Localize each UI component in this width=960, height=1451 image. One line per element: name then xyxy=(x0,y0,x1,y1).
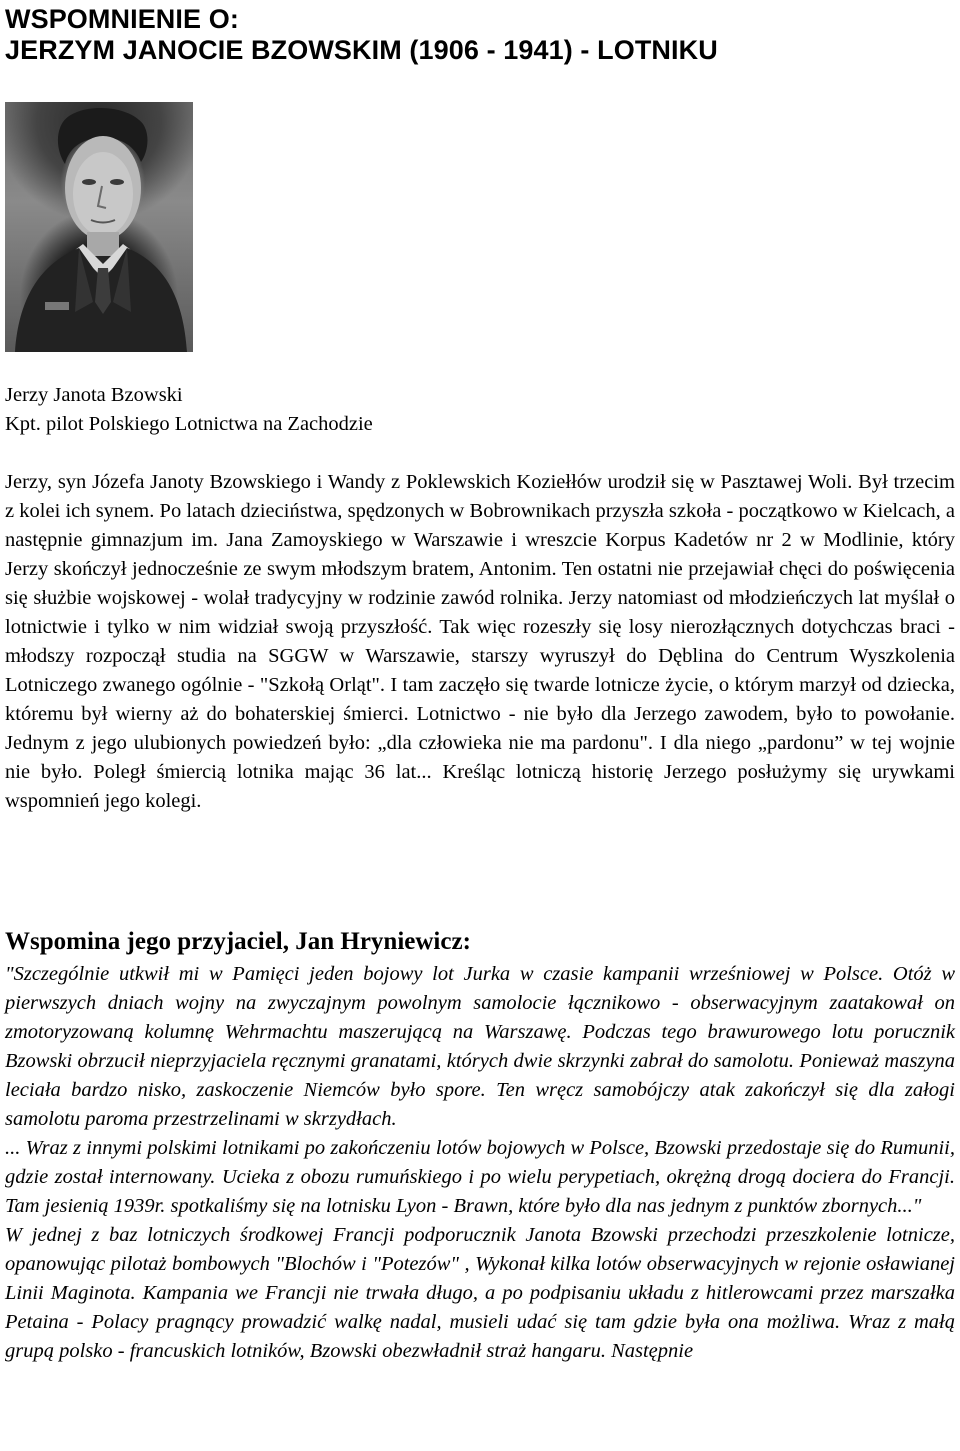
caption-name: Jerzy Janota Bzowski xyxy=(5,384,183,406)
document-title xyxy=(5,4,955,66)
quote-paragraph-1: "Szczególnie utkwił mi w Pamięci jeden bojowy lot Jurka w czasie kampanii wrześniowej w Polsce. Otóż w pierwszych dniach wojny na zwyczajnym powolnym samolocie łącznikowo - obserwacyjnym zaatakował on zmotoryzowaną kolumnę Wehrmachtu maszerującą na Warszawę. Podczas tego brawurowego lotu porucznik Bzowski obrzucił nieprzyjaciela ręcznymi granatami, których dwie skrzynki zabrał do samolotu. Ponieważ maszyna leciała bardzo nisko, zaskoczenie Niemców było spore. Ten wręcz samobójczy atak zakończył się dla załogi samolotu paroma przestrzelinami w skrzydłach. xyxy=(5,963,955,1130)
photo-caption xyxy=(5,381,955,439)
quote-paragraph-3: W jednej z baz lotniczych środkowej Francji podporucznik Janota Bzowski przechodzi przeszkolenie lotnicze, opanowując pilotaż bombowych "Blochów i "Potezów" , Wykonał kilka lotów obserwacyjnych w rejonie osławianej Linii Maginota. Kampania we Francji nie trwała długo, a po podpisaniu układu z hitlerowcami przez marszałka Petaina - Polacy pragnący prowadzić walkę nadal, musieli udać się tam gdzie była ona możliwa. Wraz z małą grupą polsko - francuskich lotników, Bzowski obezwładnił straż hangaru. Następnie xyxy=(5,1224,955,1362)
biography-paragraph xyxy=(5,468,955,816)
portrait-photo xyxy=(5,102,193,352)
quote-paragraph-2: ... Wraz z innymi polskimi lotnikami po zakończeniu lotów bojowych w Polsce, Bzowski przedostaje się do Rumunii, gdzie został internowany. Ucieka z obozu rumuńskiego i po wielu perypetiach, okrężną drogą dociera do Francji. Tam jesienią 1939r. spotkaliśmy się na lotnisku Lyon - Brawn, które było dla nas jednym z punktów zbornych..." xyxy=(5,1137,955,1217)
title-line-2: JERZYM JANOCIE BZOWSKIM (1906 - 1941) - LOTNIKU xyxy=(5,35,718,65)
title-line-1: WSPOMNIENIE O: xyxy=(5,4,239,34)
recollection-quote xyxy=(5,960,955,1366)
caption-rank: Kpt. pilot Polskiego Lotnictwa na Zachodzie xyxy=(5,413,373,435)
portrait-photo-drawing xyxy=(5,102,193,352)
document-page xyxy=(5,0,955,1362)
section-heading: Wspomina jego przyjaciel, Jan Hryniewicz: xyxy=(5,928,471,955)
biography-text: Jerzy, syn Józefa Janoty Bzowskiego i Wandy z Poklewskich Koziełłów urodził się w Pasztawej Woli. Był trzecim z kolei ich synem. Po latach dzieciństwa, spędzonych w Bobrownikach przyszła szkoła - początkowo w Kielcach, a następnie gimnazjum im. Jana Zamoyskiego w Warszawie i wreszcie Korpus Kadetów nr 2 w Modlinie, który Jerzy skończył jednocześnie ze swym młodszym bratem, Antonim. Ten ostatni nie przejawiał chęci do poświęcenia się służbie wojskowej - wolał tradycyjny w rodzinie zawód rolnika. Jerzy natomiast od młodzieńczych lat myślał o lotnictwie i tylko w nim widział swoją przyszłość. Tak więc rozeszły się losy nierozłącznych dotychczas braci - młodszy rozpoczął studia na SGGW w Warszawie, starszy wyruszył do Dęblina do Centrum Wyszkolenia Lotniczego zwanego ogólnie - "Szkołą Orląt". I tam zaczęło się twarde lotnicze życie, o którym marzył od dziecka, któremu był wierny aż do bohaterskiej śmierci. Lotnictwo - nie było dla Jerzego zawodem, było to powołanie. Jednym z jego ulubionych powiedzeń było: „dla człowieka nie ma pardonu". I dla niego „pardonu” w tej wojnie nie było. Poległ śmiercią lotnika mając 36 lat... Kreśląc lotniczą historię Jerzego posłużymy się urywkami wspomnień jego kolegi. xyxy=(5,471,955,812)
